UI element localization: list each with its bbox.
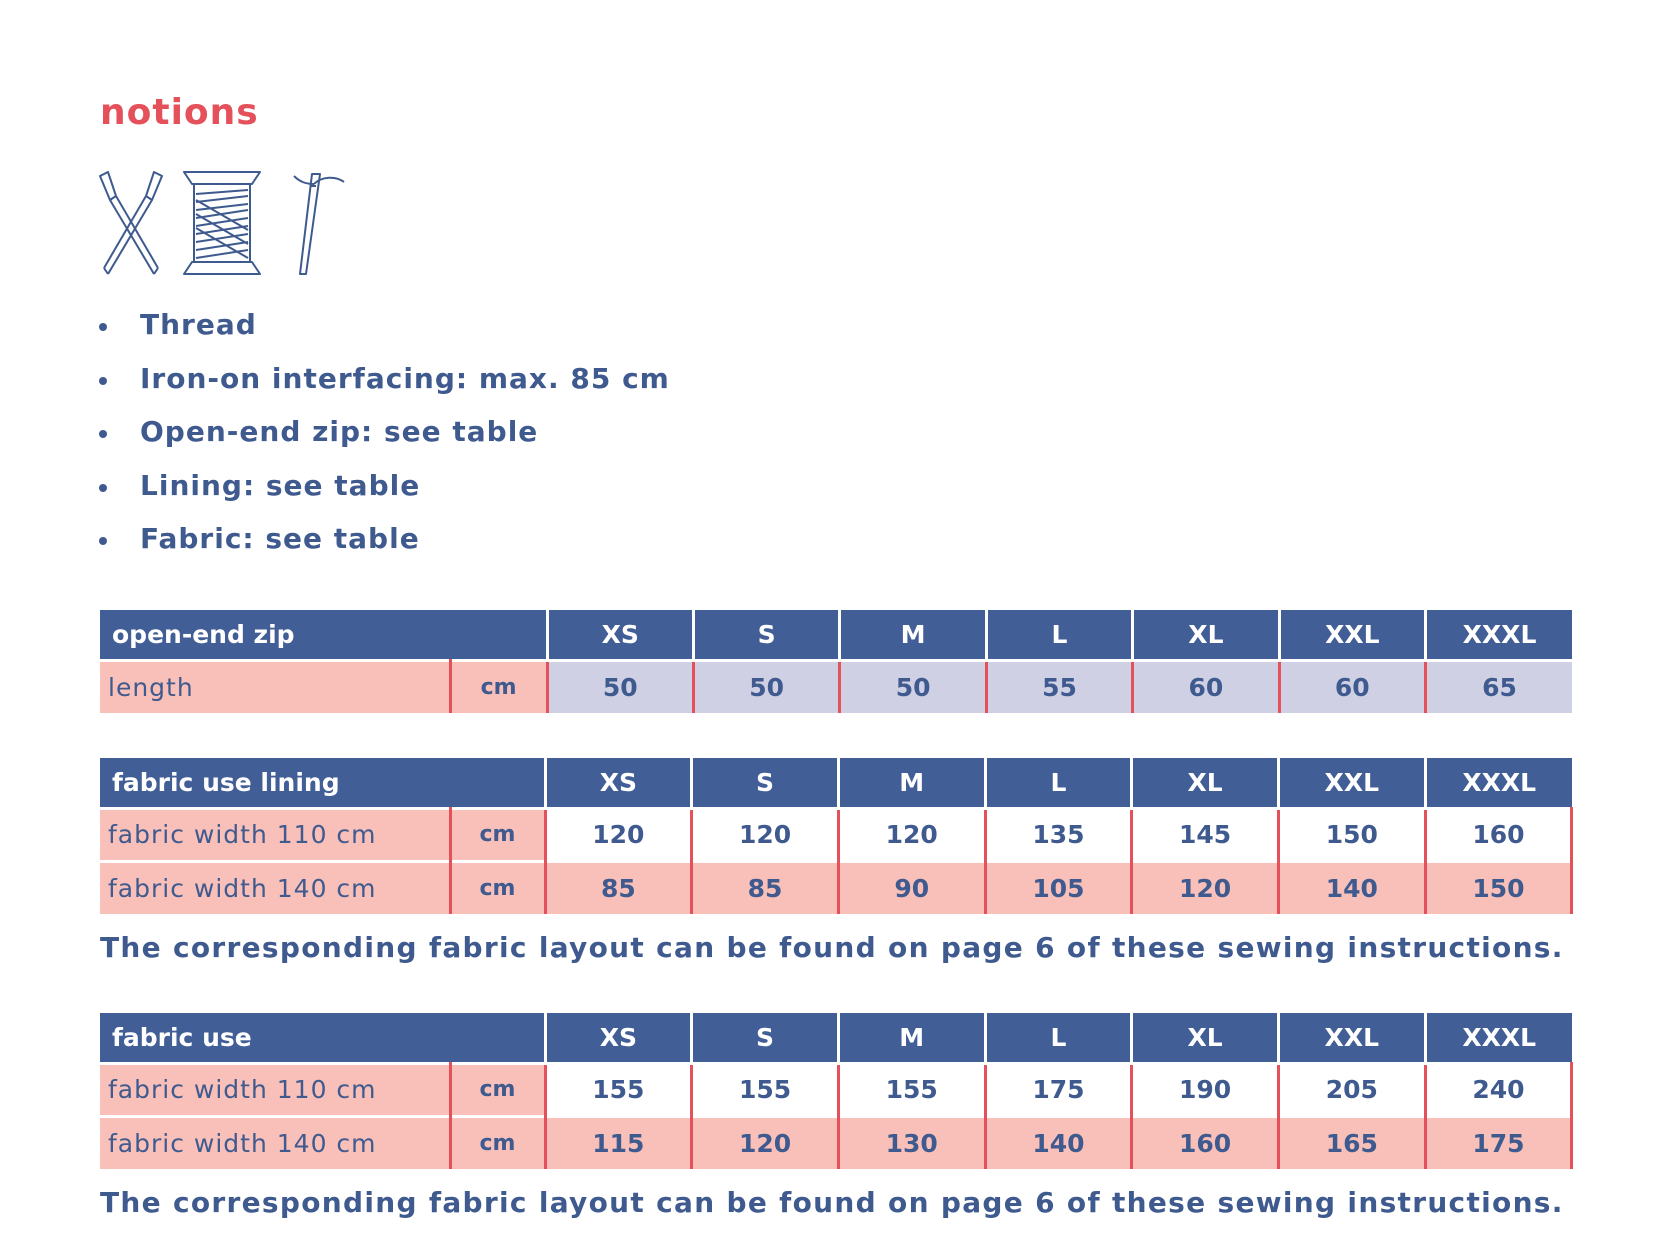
table-row: [100, 808, 1572, 861]
value-cell: 65: [1426, 660, 1572, 713]
size-header: M: [838, 758, 985, 808]
list-item: Iron-on interfacing: max. 85 cm: [96, 359, 670, 413]
value-cell: 150: [1425, 861, 1572, 914]
size-header: XXL: [1278, 758, 1425, 808]
size-header: XXL: [1279, 610, 1425, 660]
fabric-layout-note: The corresponding fabric layout can be found on page 6 of these sewing instructions.: [100, 1186, 1564, 1219]
notions-list: [96, 305, 670, 573]
unit-cell: cm: [450, 808, 545, 861]
table-header-row: [100, 610, 1572, 660]
list-item: Lining: see table: [96, 466, 670, 520]
value-cell: 90: [838, 861, 985, 914]
size-header: XXXL: [1425, 1013, 1572, 1063]
value-cell: 205: [1278, 1063, 1425, 1116]
size-header: XL: [1132, 758, 1279, 808]
row-label: fabric width 140 cm: [100, 1116, 450, 1169]
fabric-table: [100, 1013, 1573, 1169]
value-cell: 120: [545, 808, 692, 861]
list-item: Thread: [96, 305, 670, 359]
size-header: XL: [1132, 1013, 1279, 1063]
size-header: XL: [1133, 610, 1279, 660]
lining-table: [100, 758, 1573, 914]
value-cell: 175: [985, 1063, 1132, 1116]
size-header: XXXL: [1425, 758, 1572, 808]
size-header: XS: [545, 1013, 692, 1063]
value-cell: 120: [838, 808, 985, 861]
value-cell: 115: [545, 1116, 692, 1169]
value-cell: 55: [986, 660, 1132, 713]
value-cell: 155: [838, 1063, 985, 1116]
needle-icon: [292, 170, 348, 276]
unit-cell: cm: [450, 861, 545, 914]
unit-cell: cm: [450, 660, 547, 713]
unit-cell: cm: [450, 1063, 545, 1116]
value-cell: 135: [985, 808, 1132, 861]
size-header: S: [692, 758, 839, 808]
table-header-row: [100, 1013, 1572, 1063]
row-label: fabric width 140 cm: [100, 861, 450, 914]
size-header: M: [838, 1013, 985, 1063]
value-cell: 50: [840, 660, 986, 713]
value-cell: 105: [985, 861, 1132, 914]
table-row: [100, 861, 1572, 914]
zip-table: [100, 610, 1572, 713]
row-label: length: [100, 660, 450, 713]
value-cell: 120: [692, 808, 839, 861]
size-header: XS: [547, 610, 693, 660]
list-item: Open-end zip: see table: [96, 412, 670, 466]
value-cell: 155: [545, 1063, 692, 1116]
size-header: L: [985, 758, 1132, 808]
value-cell: 140: [1278, 861, 1425, 914]
value-cell: 130: [838, 1116, 985, 1169]
table-title: fabric use lining: [100, 758, 545, 808]
table-row: [100, 660, 1572, 713]
size-header: L: [986, 610, 1132, 660]
list-item: Fabric: see table: [96, 519, 670, 573]
row-label: fabric width 110 cm: [100, 1063, 450, 1116]
scissors-icon: [98, 170, 164, 276]
value-cell: 240: [1425, 1063, 1572, 1116]
unit-cell: cm: [450, 1116, 545, 1169]
value-cell: 120: [692, 1116, 839, 1169]
value-cell: 60: [1279, 660, 1425, 713]
value-cell: 60: [1133, 660, 1279, 713]
value-cell: 175: [1425, 1116, 1572, 1169]
thread-spool-icon: [182, 170, 262, 276]
size-header: L: [985, 1013, 1132, 1063]
value-cell: 160: [1425, 808, 1572, 861]
value-cell: 150: [1278, 808, 1425, 861]
value-cell: 155: [692, 1063, 839, 1116]
fabric-layout-note: The corresponding fabric layout can be found on page 6 of these sewing instructions.: [100, 931, 1564, 964]
table-title: open-end zip: [100, 610, 547, 660]
size-header: S: [692, 1013, 839, 1063]
value-cell: 50: [547, 660, 693, 713]
value-cell: 190: [1132, 1063, 1279, 1116]
size-header: XS: [545, 758, 692, 808]
value-cell: 165: [1278, 1116, 1425, 1169]
value-cell: 85: [545, 861, 692, 914]
row-label: fabric width 110 cm: [100, 808, 450, 861]
size-header: XXL: [1278, 1013, 1425, 1063]
value-cell: 50: [693, 660, 839, 713]
table-header-row: [100, 758, 1572, 808]
table-row: [100, 1063, 1572, 1116]
notions-icons: [98, 170, 358, 276]
value-cell: 120: [1132, 861, 1279, 914]
value-cell: 160: [1132, 1116, 1279, 1169]
size-header: M: [840, 610, 986, 660]
value-cell: 140: [985, 1116, 1132, 1169]
table-row: [100, 1116, 1572, 1169]
table-title: fabric use: [100, 1013, 545, 1063]
size-header: S: [693, 610, 839, 660]
size-header: XXXL: [1426, 610, 1572, 660]
value-cell: 85: [692, 861, 839, 914]
page-title: notions: [100, 92, 259, 133]
value-cell: 145: [1132, 808, 1279, 861]
